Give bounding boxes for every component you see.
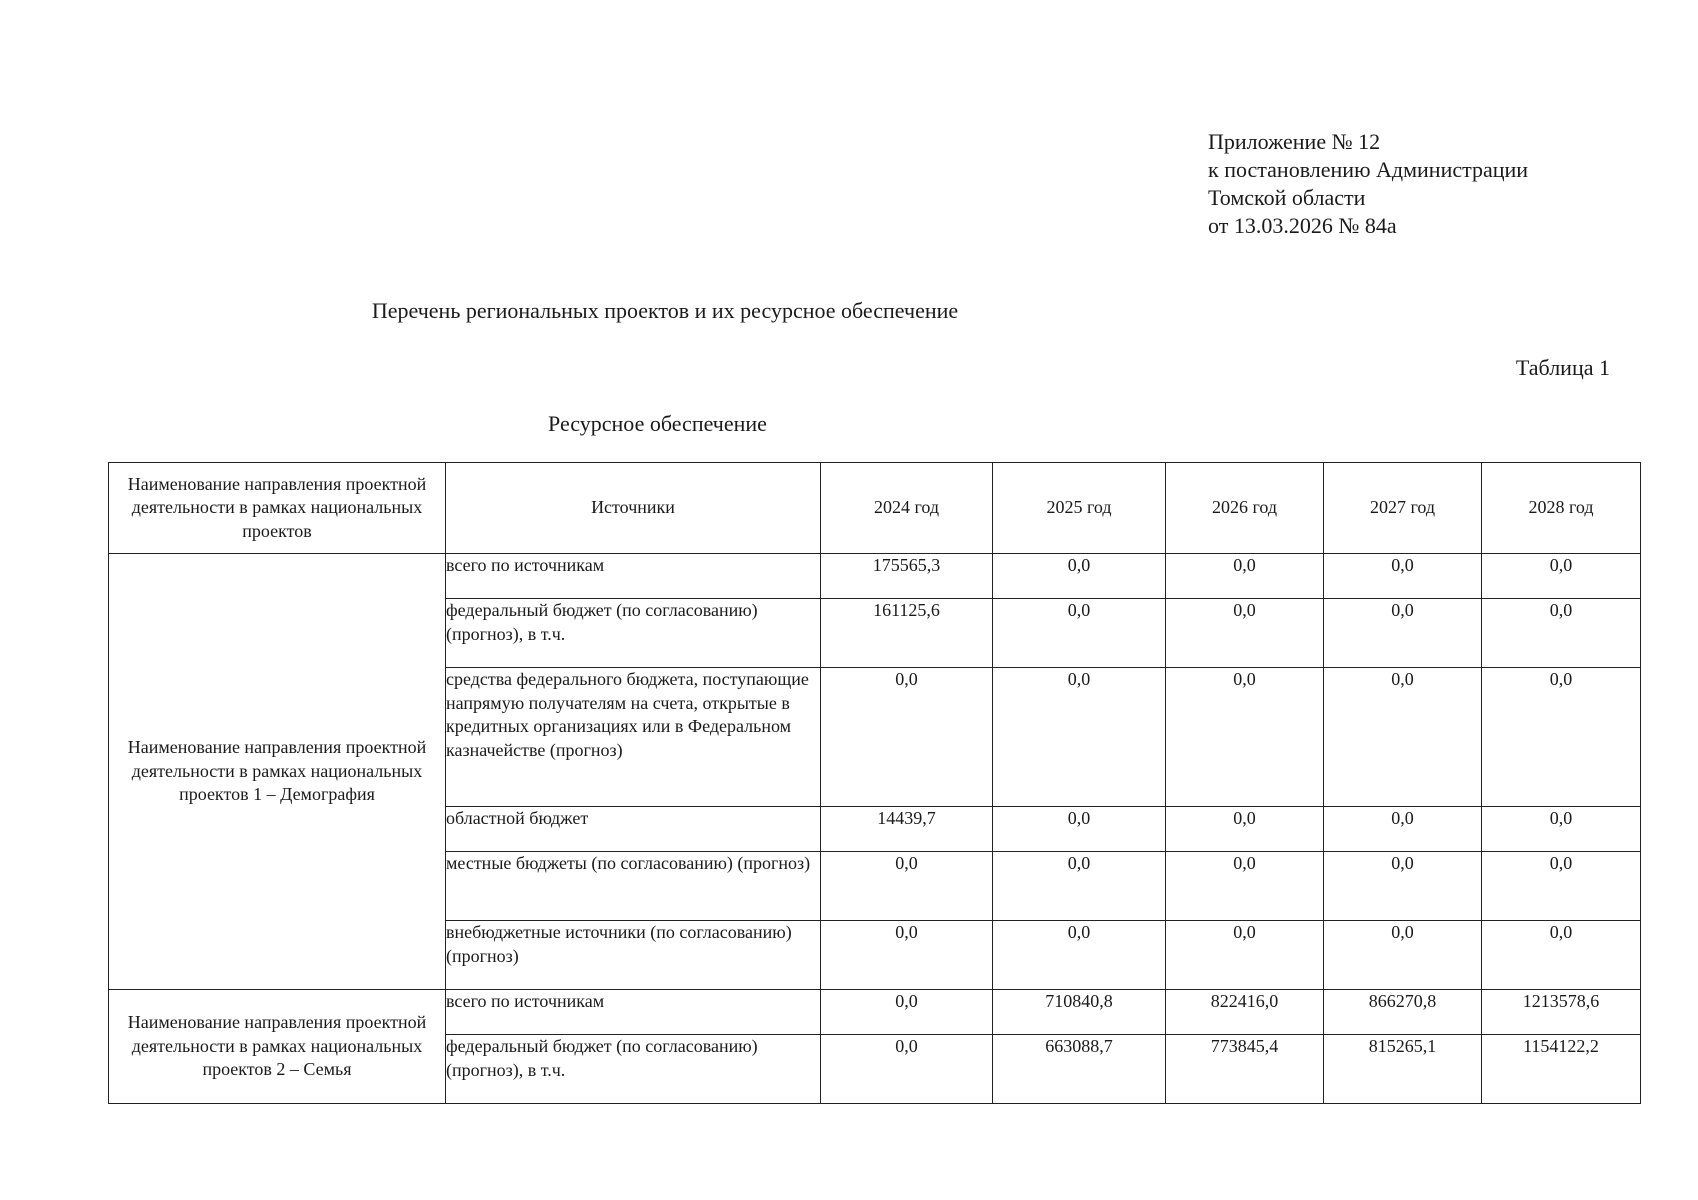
value-2025: 0,0 — [993, 554, 1166, 599]
value-2028: 1154122,2 — [1482, 1035, 1641, 1104]
appendix-region: Томской области — [1208, 185, 1366, 210]
value-2024: 0,0 — [821, 852, 993, 921]
value-2024: 175565,3 — [821, 554, 993, 599]
value-2028: 0,0 — [1482, 668, 1641, 807]
header-2027: 2027 год — [1324, 463, 1482, 554]
source-cell: областной бюджет — [446, 807, 821, 852]
value-2025: 0,0 — [993, 921, 1166, 990]
source-cell: внебюджетные источники (по согласованию) (прогноз) — [446, 921, 821, 990]
table-caption: Ресурсное обеспечение — [548, 411, 767, 436]
header-2025: 2025 год — [993, 463, 1166, 554]
value-2027: 866270,8 — [1324, 990, 1482, 1035]
value-2024: 14439,7 — [821, 807, 993, 852]
value-2026: 0,0 — [1166, 852, 1324, 921]
value-2024: 0,0 — [821, 1035, 993, 1104]
direction-name-family: Наименование направления проектной деятельности в рамках национальных проектов 2 – Семья — [109, 990, 446, 1104]
value-2025: 0,0 — [993, 807, 1166, 852]
appendix-reference: к постановлению Администрации — [1208, 157, 1529, 182]
value-2027: 815265,1 — [1324, 1035, 1482, 1104]
table-header-row — [109, 463, 1641, 554]
value-2027: 0,0 — [1324, 554, 1482, 599]
header-direction: Наименование направления проектной деятельности в рамках национальных проектов — [109, 463, 446, 554]
direction-name-demography: Наименование направления проектной деятельности в рамках национальных проектов 1 – Демография — [109, 554, 446, 990]
value-2024: 161125,6 — [821, 599, 993, 668]
appendix-block — [1208, 128, 1528, 240]
value-2024: 0,0 — [821, 921, 993, 990]
value-2027: 0,0 — [1324, 852, 1482, 921]
source-cell: средства федерального бюджета, поступающие напрямую получателям на счета, открытые в кредитных организациях или в Федеральном казначействе (прогноз) — [446, 668, 821, 807]
table-label: Таблица 1 — [1515, 355, 1610, 380]
value-2025: 710840,8 — [993, 990, 1166, 1035]
resource-table — [108, 462, 1641, 1104]
value-2025: 0,0 — [993, 599, 1166, 668]
value-2026: 773845,4 — [1166, 1035, 1324, 1104]
source-cell: федеральный бюджет (по согласованию) (прогноз), в т.ч. — [446, 1035, 821, 1104]
value-2027: 0,0 — [1324, 599, 1482, 668]
appendix-number: Приложение № 12 — [1208, 129, 1381, 154]
value-2025: 663088,7 — [993, 1035, 1166, 1104]
value-2027: 0,0 — [1324, 921, 1482, 990]
table-row — [109, 990, 1641, 1035]
value-2025: 0,0 — [993, 668, 1166, 807]
value-2024: 0,0 — [821, 990, 993, 1035]
source-cell: местные бюджеты (по согласованию) (прогноз) — [446, 852, 821, 921]
value-2028: 0,0 — [1482, 554, 1641, 599]
header-2028: 2028 год — [1482, 463, 1641, 554]
header-2024: 2024 год — [821, 463, 993, 554]
appendix-date: от 13.03.2026 № 84а — [1208, 213, 1397, 238]
header-2026: 2026 год — [1166, 463, 1324, 554]
document-title: Перечень региональных проектов и их ресурсное обеспечение — [371, 298, 959, 323]
value-2024: 0,0 — [821, 668, 993, 807]
value-2028: 0,0 — [1482, 852, 1641, 921]
value-2026: 822416,0 — [1166, 990, 1324, 1035]
source-cell: всего по источникам — [446, 990, 821, 1035]
value-2028: 1213578,6 — [1482, 990, 1641, 1035]
table-row — [109, 554, 1641, 599]
value-2026: 0,0 — [1166, 807, 1324, 852]
value-2027: 0,0 — [1324, 807, 1482, 852]
value-2026: 0,0 — [1166, 668, 1324, 807]
value-2025: 0,0 — [993, 852, 1166, 921]
value-2026: 0,0 — [1166, 554, 1324, 599]
source-cell: всего по источникам — [446, 554, 821, 599]
value-2028: 0,0 — [1482, 921, 1641, 990]
value-2026: 0,0 — [1166, 921, 1324, 990]
value-2026: 0,0 — [1166, 599, 1324, 668]
source-cell: федеральный бюджет (по согласованию) (прогноз), в т.ч. — [446, 599, 821, 668]
value-2028: 0,0 — [1482, 807, 1641, 852]
value-2027: 0,0 — [1324, 668, 1482, 807]
header-sources: Источники — [446, 463, 821, 554]
value-2028: 0,0 — [1482, 599, 1641, 668]
